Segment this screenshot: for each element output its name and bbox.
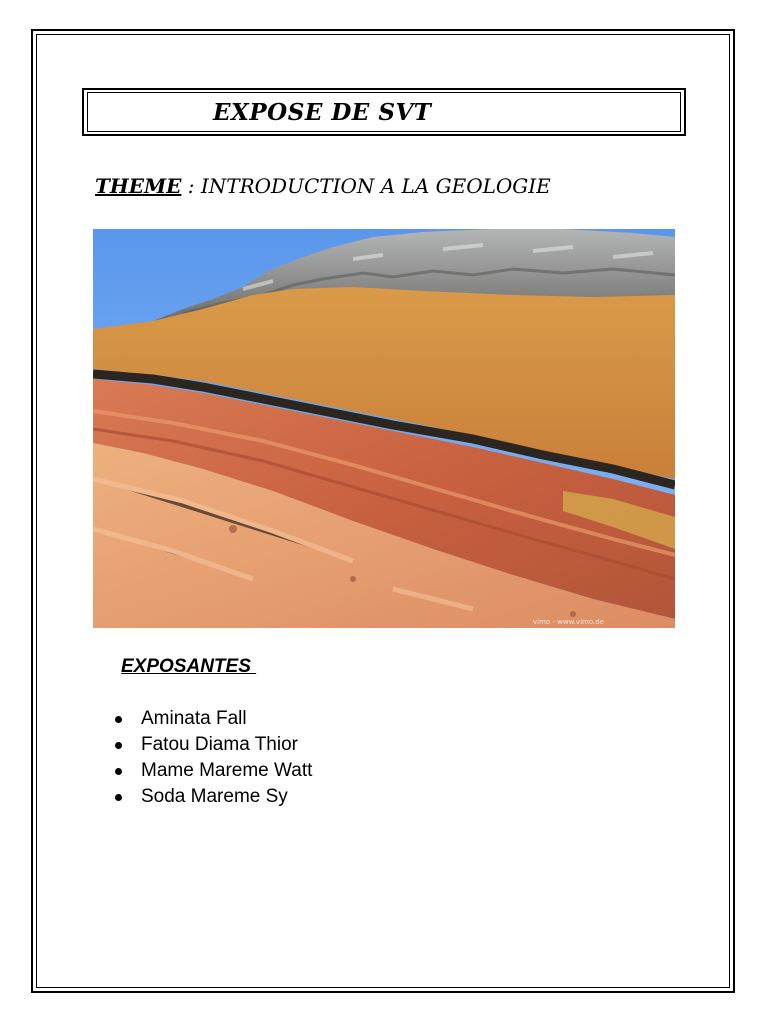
members-list	[113, 706, 312, 810]
member-name: Mame Mareme Watt	[141, 760, 313, 781]
bullet-icon	[115, 742, 122, 749]
member-name: Soda Mareme Sy	[141, 786, 288, 807]
member-name: Aminata Fall	[141, 708, 247, 729]
bullet-icon	[115, 768, 122, 775]
bullet-icon	[115, 716, 122, 723]
theme-line	[95, 174, 551, 198]
member-name: Fatou Diama Thior	[141, 734, 298, 755]
document-title: EXPOSE DE SVT	[213, 99, 432, 126]
list-item	[113, 758, 312, 784]
theme-value: INTRODUCTION A LA GEOLOGIE	[200, 174, 551, 198]
bullet-icon	[115, 794, 122, 801]
section-label-exposantes: EXPOSANTES	[121, 656, 257, 677]
photo-watermark: vimo - www.vimo.de	[533, 618, 604, 626]
theme-separator: :	[181, 174, 201, 198]
list-item	[113, 706, 312, 732]
list-item	[113, 732, 312, 758]
list-item	[113, 784, 312, 810]
geology-photo	[93, 229, 675, 628]
theme-label: THEME	[95, 174, 182, 198]
